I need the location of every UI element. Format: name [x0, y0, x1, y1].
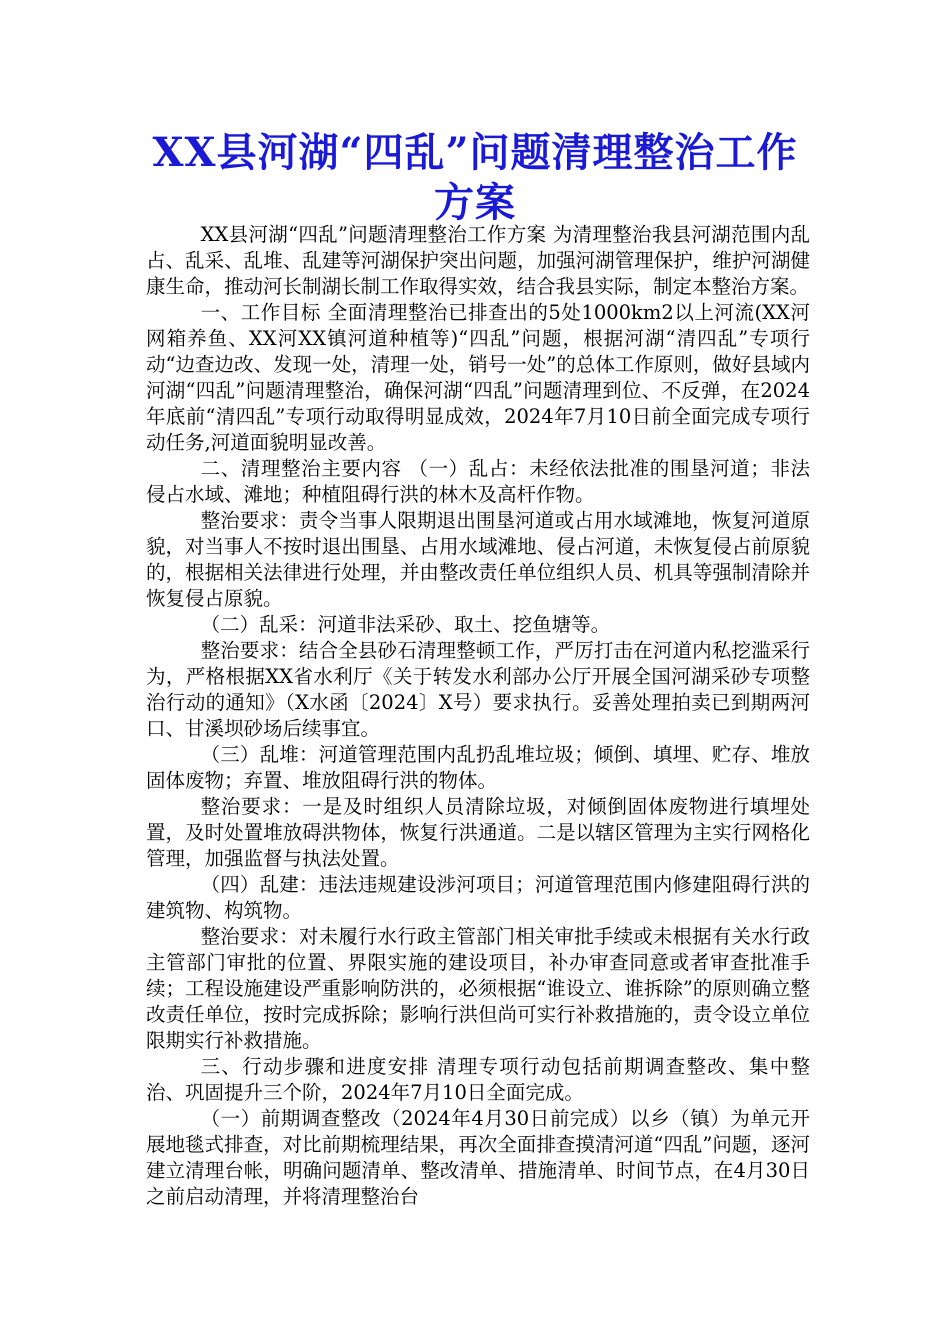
paragraph: 二、清理整治主要内容 （一）乱占：未经依法批准的围垦河道；非法侵占水域、滩地；种植阻碍行洪的林木及高杆作物。 [146, 457, 810, 506]
paragraph: 一、工作目标 全面清理整治已排查出的5处1000km2以上河流(XX河网箱养鱼、XX河XX镇河道种植等)“四乱”问题，根据河湖“清四乱”专项行动“边查边改、发现一处，清理一处，销号一处”的总体工作原则，做好县域内河湖“四乱”问题清理整治，确保河湖“四乱”问题清理到位、不反弹，在2024年底前“清四乱”专项行动取得明显成效，2024年7月10日前全面完成专项行动任务,河道面貌明显改善。 [146, 301, 810, 454]
paragraph: （二）乱采：河道非法采砂、取土、挖鱼塘等。 [200, 613, 611, 636]
paragraph: （三）乱堆：河道管理范围内乱扔乱堆垃圾；倾倒、填埋、贮存、堆放固体废物；弃置、堆放阻碍行洪的物体。 [146, 743, 810, 792]
document-title: XX县河湖“四乱”问题清理整治工作方案 [152, 129, 798, 226]
paragraph: 整治要求：对未履行水行政主管部门相关审批手续或未根据有关水行政主管部门审批的位置、界限实施的建设项目，补办审查同意或者审查批准手续；工程设施建设严重影响防洪的，必须根据“谁设立、谁拆除”的原则确立整改责任单位，按时完成拆除；影响行洪但尚可实行补救措施的，责令设立单位限期实行补救措施。 [146, 925, 810, 1052]
paragraph: 整治要求：结合全县砂石清理整顿工作，严厉打击在河道内私挖滥采行为，严格根据XX省水利厅《关于转发水利部办公厅开展全国河湖采砂专项整治行动的通知》（X水函〔2024〕X号）要求执行。妥善处理拍卖已到期两河口、甘溪坝砂场后续事宜。 [146, 639, 810, 740]
paragraph: 整治要求：一是及时组织人员清除垃圾，对倾倒固体废物进行填埋处置，及时处置堆放碍洪物体，恢复行洪通道。二是以辖区管理为主实行网格化管理，加强监督与执法处置。 [146, 795, 810, 870]
paragraph: 整治要求：责令当事人限期退出围垦河道或占用水域滩地，恢复河道原貌，对当事人不按时退出围垦、占用水域滩地、侵占河道，未恢复侵占前原貌的，根据相关法律进行处理，并由整改责任单位组织人员、机具等强制清除并恢复侵占原貌。 [146, 509, 810, 610]
paragraph: 三、行动步骤和进度安排 清理专项行动包括前期调查整改、集中整治、巩固提升三个阶，2024年7月10日全面完成。 [146, 1055, 810, 1104]
paragraph: XX县河湖“四乱”问题清理整治工作方案 为清理整治我县河湖范围内乱占、乱采、乱堆、乱建等河湖保护突出问题，加强河湖管理保护，维护河湖健康生命，推动河长制湖长制工作取得实效，结合我县实际，制定本整治方案。 [146, 223, 810, 298]
paragraph: （一）前期调查整改（2024年4月30日前完成）以乡（镇）为单元开展地毯式排查，对比前期梳理结果，再次全面排查摸清河道“四乱”问题，逐河建立清理台帐，明确问题清单、整改清单、措施清单、时间节点，在4月30日之前启动清理，并将清理整治台 [146, 1107, 810, 1208]
paragraph: （四）乱建：违法违规建设涉河项目；河道管理范围内修建阻碍行洪的建筑物、构筑物。 [146, 873, 810, 922]
document-body [146, 222, 810, 1210]
